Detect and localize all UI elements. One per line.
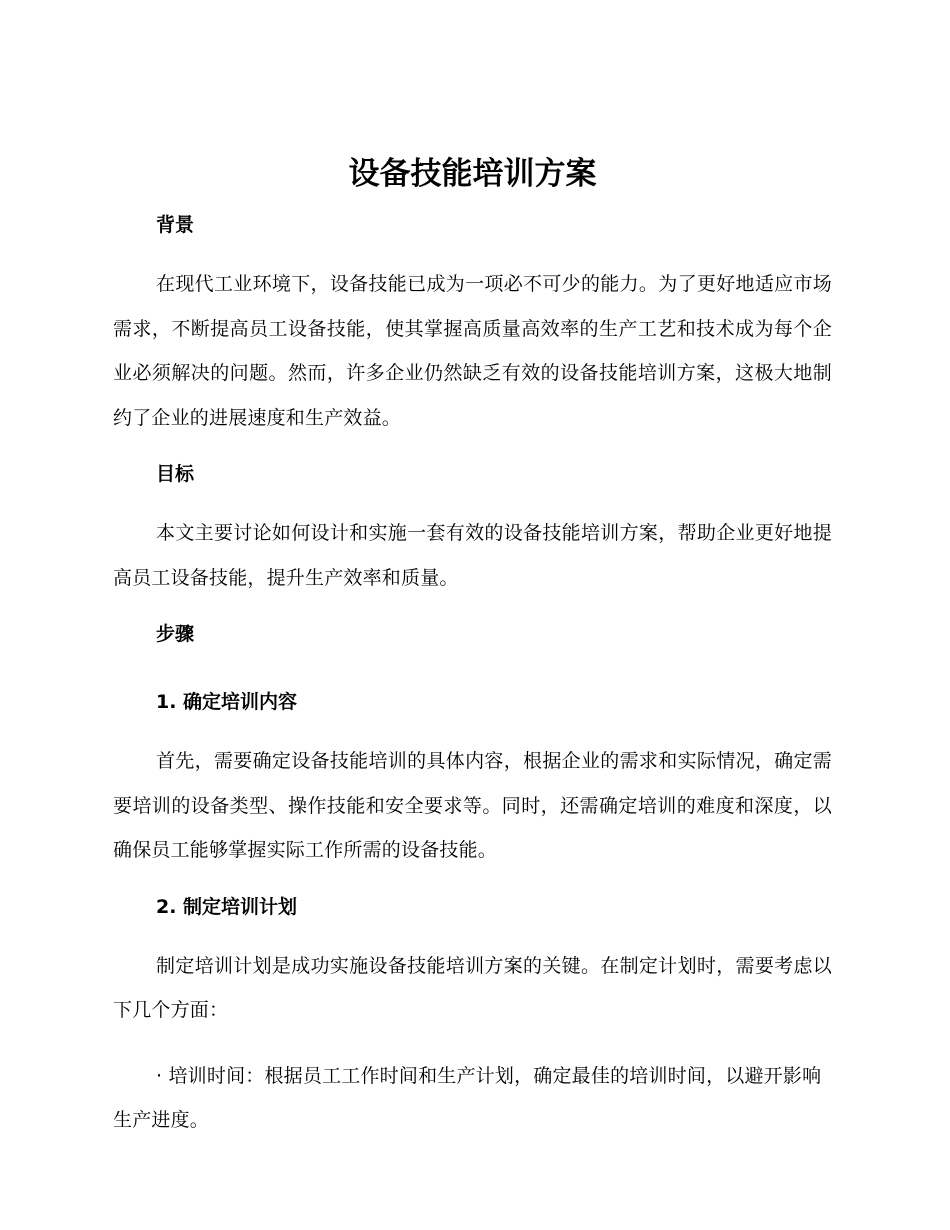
step-heading-2: 2. 制定培训计划 <box>156 895 298 918</box>
spacer <box>113 920 832 944</box>
document-title: 设备技能培训方案 <box>348 156 597 192</box>
spacer <box>113 238 832 262</box>
paragraph-step-2: 制定培训计划是成功实施设备技能培训方案的关键。在制定计划时，需要考虑以下几个方面： <box>113 954 832 1021</box>
spacer <box>113 668 832 689</box>
bullet-item-training-time: · 培训时间：根据员工工作时间和生产计划，确定最佳的培训时间，以避开影响生产进度。 <box>113 1064 822 1131</box>
spacer <box>113 440 832 461</box>
spacer <box>113 873 832 894</box>
spacer <box>113 1033 832 1054</box>
section-heading-steps: 步骤 <box>156 623 195 645</box>
paragraph-goal: 本文主要讨论如何设计和实施一套有效的设备技能培训方案，帮助企业更好地提高员工设备技能，提升生产效率和质量。 <box>113 522 832 589</box>
section-heading-goal: 目标 <box>156 463 195 485</box>
spacer <box>113 715 832 739</box>
spacer <box>113 487 832 511</box>
spacer <box>113 600 832 621</box>
paragraph-step-1: 首先，需要确定设备技能培训的具体内容，根据企业的需求和实际情况，确定需要培训的设备类型、操作技能和安全要求等。同时，还需确定培训的难度和深度，以确保员工能够掌握实际工作所需的设备技能。 <box>113 750 832 861</box>
step-heading-1: 1. 确定培训内容 <box>156 691 298 713</box>
section-heading-background: 背景 <box>156 214 195 236</box>
paragraph-background: 在现代工业环境下，设备技能已成为一项必不可少的能力。为了更好地适应市场需求，不断提高员工设备技能，使其掌握高质量高效率的生产工艺和技术成为每个企业必须解决的问题。然而，许多企业仍然缺乏有效的设备技能培训方案，这极大地制约了企业的进展速度和生产效益。 <box>113 273 832 429</box>
spacer <box>113 647 832 668</box>
